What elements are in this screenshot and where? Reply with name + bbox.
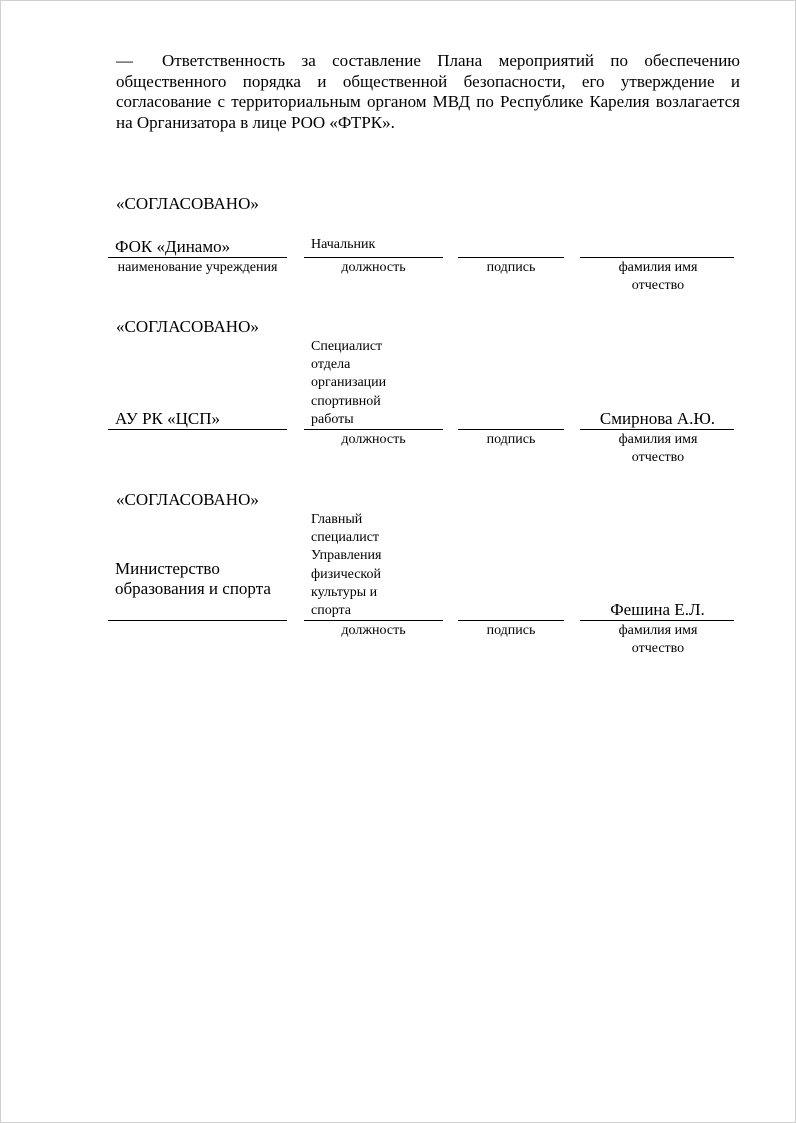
agreed-heading-2: «СОГЛАСОВАНО»	[116, 317, 259, 336]
intro-text: Ответственность за составление Плана мероприятий по обеспечению общественного порядка и общественной безопасности, его утверждение и согласование с территориальным органом МВД по Республике Карелия возлагается на Организатора в лице РОО «ФТРК».	[116, 51, 740, 132]
org-line-3	[108, 620, 287, 621]
caption-signature-1: подпись	[486, 260, 536, 275]
signature-line-2	[458, 429, 564, 430]
org-name-3: Министерство образования и спорта	[115, 559, 271, 598]
name-line-1	[580, 257, 734, 258]
caption-position-3: должность	[341, 623, 406, 638]
signer-name-2: Смирнова А.Ю.	[599, 409, 716, 428]
position-2: Специалист отдела организации спортивной работы	[311, 339, 387, 427]
position-1: Начальник	[311, 237, 376, 252]
position-line-1	[304, 257, 443, 258]
agreed-heading-3: «СОГЛАСОВАНО»	[116, 490, 259, 509]
intro-dash: —	[116, 51, 133, 70]
caption-name-1: фамилия имя отчество	[618, 260, 698, 293]
caption-position-1: должность	[341, 260, 406, 275]
caption-signature-2: подпись	[486, 432, 536, 447]
caption-name-3: фамилия имя отчество	[618, 623, 698, 656]
position-3: Главный специалист Управления физической культуры и спорта	[311, 512, 382, 619]
signer-name-3: Фешина Е.Л.	[610, 600, 705, 619]
caption-name-2: фамилия имя отчество	[618, 432, 698, 465]
position-line-2	[304, 429, 443, 430]
caption-signature-3: подпись	[486, 623, 536, 638]
org-name-1: ФОК «Динамо»	[115, 237, 231, 256]
position-line-3	[304, 620, 443, 621]
caption-position-2: должность	[341, 432, 406, 447]
name-line-3	[580, 620, 734, 621]
name-line-2	[580, 429, 734, 430]
caption-org-1: наименование учреждения	[117, 260, 278, 275]
org-line-1	[108, 257, 287, 258]
org-line-2	[108, 429, 287, 430]
signature-line-3	[458, 620, 564, 621]
intro-paragraph	[116, 51, 740, 133]
org-name-2: АУ РК «ЦСП»	[115, 409, 221, 428]
signature-line-1	[458, 257, 564, 258]
agreed-heading-1: «СОГЛАСОВАНО»	[116, 194, 259, 213]
